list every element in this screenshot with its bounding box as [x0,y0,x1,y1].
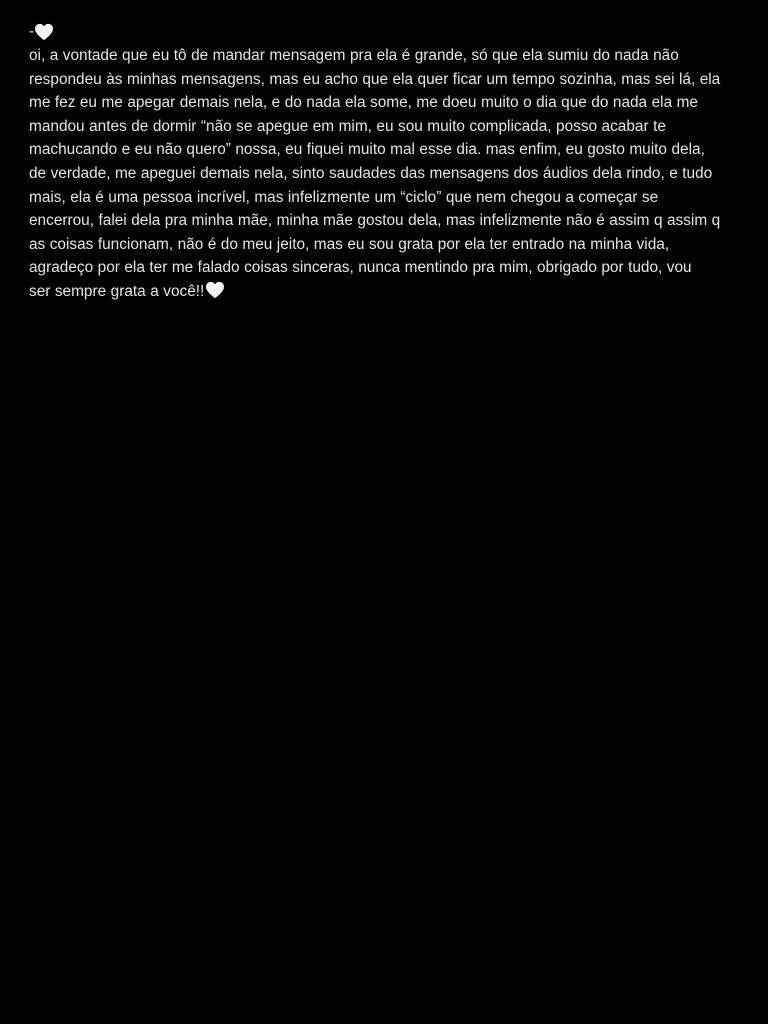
note-last-line [29,280,741,304]
note-line: encerrou, falei dela pra minha mãe, minha mãe gostou dela, mas infelizmente não é assim q assim q [29,212,721,230]
note-line: oi, a vontade que eu tô de mandar mensagem pra ela é grande, só que ela sumiu do nada não [29,47,679,64]
note-line: respondeu às minhas mensagens, mas eu acho que ela quer ficar um tempo sozinha, mas sei lá, ela [29,70,721,88]
note-line: machucando e eu não quero” nossa, eu fiquei muito mal esse dia. mas enfim, eu gosto muito dela, [29,141,705,159]
note-body[interactable] [29,20,741,304]
note-line: mais, ela é uma pessoa incrível, mas infelizmente um “ciclo” que nem chegou a começar se [29,188,659,206]
white-heart-icon [205,281,225,299]
title-dash: - [29,23,35,41]
note-line: mandou antes de dormir “não se apegue em mim, eu sou muito complicada, posso acabar te [29,117,666,135]
note-line: agradeço por ela ter me falado coisas sinceras, nunca mentindo pra mim, obrigado por tudo, vou [29,259,692,277]
note-title-line [29,20,741,44]
white-heart-icon [34,23,54,41]
note-line: me fez eu me apegar demais nela, e do nada ela some, me doeu muito o dia que do nada ela me [29,94,698,112]
note-line: as coisas funcionam, não é do meu jeito, mas eu sou grata por ela ter entrado na minha vida, [29,235,670,253]
note-last-line-text: ser sempre grata a você!! [29,282,205,300]
note-line: de verdade, me apeguei demais nela, sinto saudades das mensagens dos áudios dela rindo, e tudo [29,164,713,182]
